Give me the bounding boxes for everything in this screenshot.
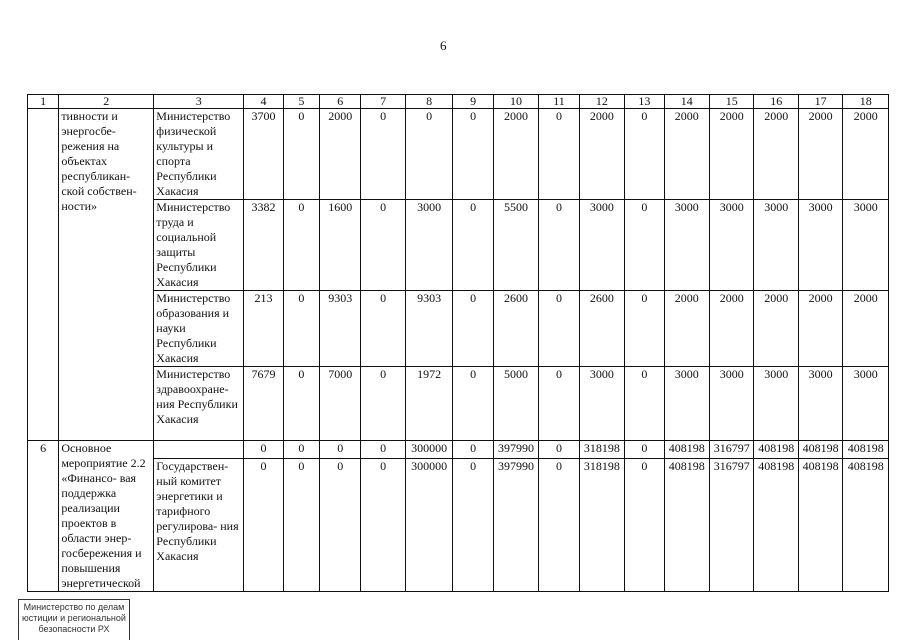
column-header: 11: [539, 95, 579, 109]
value-cell: 0: [361, 200, 405, 291]
value-cell: 0: [625, 458, 664, 591]
value-cell: 2000: [843, 291, 889, 367]
value-cell: 0: [539, 367, 579, 441]
column-header: 7: [361, 95, 405, 109]
value-cell: 408198: [754, 458, 798, 591]
value-cell: 0: [539, 291, 579, 367]
value-cell: 0: [283, 109, 319, 200]
value-cell: 3000: [754, 200, 798, 291]
value-cell: 0: [283, 200, 319, 291]
header-row: [28, 95, 889, 109]
table-row: [28, 458, 889, 591]
stamp-line: Министерство по делам: [23, 602, 125, 612]
value-cell: 2000: [798, 291, 842, 367]
value-cell: 3000: [664, 200, 709, 291]
value-cell: 5500: [493, 200, 538, 291]
value-cell: 9303: [405, 291, 452, 367]
value-cell: 3000: [579, 367, 624, 441]
value-cell: 1600: [320, 200, 361, 291]
column-header: 5: [283, 95, 319, 109]
value-cell: 2000: [710, 109, 754, 200]
column-header: 8: [405, 95, 452, 109]
column-header: 9: [453, 95, 493, 109]
value-cell: 318198: [579, 441, 624, 459]
value-cell: 2000: [754, 109, 798, 200]
value-cell: 0: [320, 441, 361, 459]
value-cell: 408198: [754, 441, 798, 459]
row-number-cell: [28, 109, 59, 441]
value-cell: 0: [244, 441, 283, 459]
value-cell: 0: [453, 109, 493, 200]
value-cell: 1972: [405, 367, 452, 441]
table-row: [28, 200, 889, 291]
column-header: 1: [28, 95, 59, 109]
data-table: [27, 94, 889, 592]
value-cell: 300000: [405, 458, 452, 591]
value-cell: 0: [453, 458, 493, 591]
value-cell: 0: [283, 458, 319, 591]
value-cell: 0: [453, 200, 493, 291]
value-cell: 0: [361, 109, 405, 200]
value-cell: 408198: [843, 458, 889, 591]
column-header: 12: [579, 95, 624, 109]
value-cell: 3000: [579, 200, 624, 291]
column-header: 17: [798, 95, 842, 109]
value-cell: 2000: [843, 109, 889, 200]
value-cell: 300000: [405, 441, 452, 459]
value-cell: 3000: [405, 200, 452, 291]
value-cell: 2600: [579, 291, 624, 367]
value-cell: 408198: [798, 458, 842, 591]
executor-cell: Министерство труда и социальной защиты Республики Хакасия: [154, 200, 244, 291]
value-cell: 316797: [710, 458, 754, 591]
stamp-line: безопасности РХ: [38, 624, 110, 634]
executor-cell: [154, 441, 244, 459]
value-cell: 0: [625, 441, 664, 459]
row-number-cell: 6: [28, 441, 59, 592]
value-cell: 3382: [244, 200, 283, 291]
column-header: 14: [664, 95, 709, 109]
value-cell: 2000: [579, 109, 624, 200]
value-cell: 3000: [843, 367, 889, 441]
value-cell: 0: [453, 441, 493, 459]
value-cell: 3000: [798, 200, 842, 291]
value-cell: 316797: [710, 441, 754, 459]
value-cell: 3000: [710, 200, 754, 291]
value-cell: 3000: [798, 367, 842, 441]
value-cell: 3000: [843, 200, 889, 291]
value-cell: 0: [625, 367, 664, 441]
column-header: 3: [154, 95, 244, 109]
activity-name-cell: Основное мероприятие 2.2 «Финансо- вая поддержка реализации проектов в области энер- госбережения и повышения энергетической: [59, 441, 154, 592]
value-cell: 0: [539, 109, 579, 200]
value-cell: 5000: [493, 367, 538, 441]
table-row: [28, 367, 889, 441]
value-cell: 0: [539, 458, 579, 591]
value-cell: 318198: [579, 458, 624, 591]
value-cell: 0: [453, 291, 493, 367]
value-cell: 397990: [493, 441, 538, 459]
value-cell: 0: [320, 458, 361, 591]
value-cell: 397990: [493, 458, 538, 591]
value-cell: 2000: [798, 109, 842, 200]
value-cell: 0: [405, 109, 452, 200]
value-cell: 2000: [320, 109, 361, 200]
value-cell: 3700: [244, 109, 283, 200]
activity-name-cell: тивности и энергосбе- режения на объектах республикан- ской собствен- ности»: [59, 109, 154, 441]
executor-cell: Государствен- ный комитет энергетики и тарифного регулирова- ния Республики Хакасия: [154, 458, 244, 591]
value-cell: 0: [539, 200, 579, 291]
table-row: [28, 291, 889, 367]
value-cell: 0: [283, 367, 319, 441]
value-cell: 2000: [710, 291, 754, 367]
column-header: 13: [625, 95, 664, 109]
value-cell: 2000: [664, 291, 709, 367]
value-cell: 0: [361, 458, 405, 591]
value-cell: 3000: [664, 367, 709, 441]
value-cell: 0: [453, 367, 493, 441]
value-cell: 3000: [754, 367, 798, 441]
value-cell: 0: [361, 367, 405, 441]
table-row: [28, 441, 889, 459]
value-cell: 2000: [754, 291, 798, 367]
value-cell: 213: [244, 291, 283, 367]
column-header: 4: [244, 95, 283, 109]
value-cell: 408198: [798, 441, 842, 459]
value-cell: 2000: [664, 109, 709, 200]
value-cell: 0: [283, 291, 319, 367]
column-header: 18: [843, 95, 889, 109]
value-cell: 3000: [710, 367, 754, 441]
value-cell: 0: [244, 458, 283, 591]
executor-cell: Министерство физической культуры и спорта Республики Хакасия: [154, 109, 244, 200]
value-cell: 7679: [244, 367, 283, 441]
value-cell: 0: [625, 291, 664, 367]
value-cell: 408198: [843, 441, 889, 459]
column-header: 16: [754, 95, 798, 109]
value-cell: 0: [625, 200, 664, 291]
stamp-line: юстиции и региональной: [22, 613, 126, 623]
value-cell: 0: [283, 441, 319, 459]
value-cell: 0: [361, 441, 405, 459]
column-header: 2: [59, 95, 154, 109]
value-cell: 408198: [664, 458, 709, 591]
value-cell: 0: [361, 291, 405, 367]
column-header: 15: [710, 95, 754, 109]
column-header: 6: [320, 95, 361, 109]
executor-cell: Министерство здравоохране- ния Республики Хакасия: [154, 367, 244, 441]
column-header: 10: [493, 95, 538, 109]
executor-cell: Министерство образования и науки Республики Хакасия: [154, 291, 244, 367]
value-cell: 0: [625, 109, 664, 200]
registration-stamp: [18, 599, 130, 640]
value-cell: 2600: [493, 291, 538, 367]
value-cell: 7000: [320, 367, 361, 441]
value-cell: 0: [539, 441, 579, 459]
page-number: 6: [440, 38, 447, 53]
value-cell: 2000: [493, 109, 538, 200]
value-cell: 9303: [320, 291, 361, 367]
value-cell: 408198: [664, 441, 709, 459]
table-row: [28, 109, 889, 200]
